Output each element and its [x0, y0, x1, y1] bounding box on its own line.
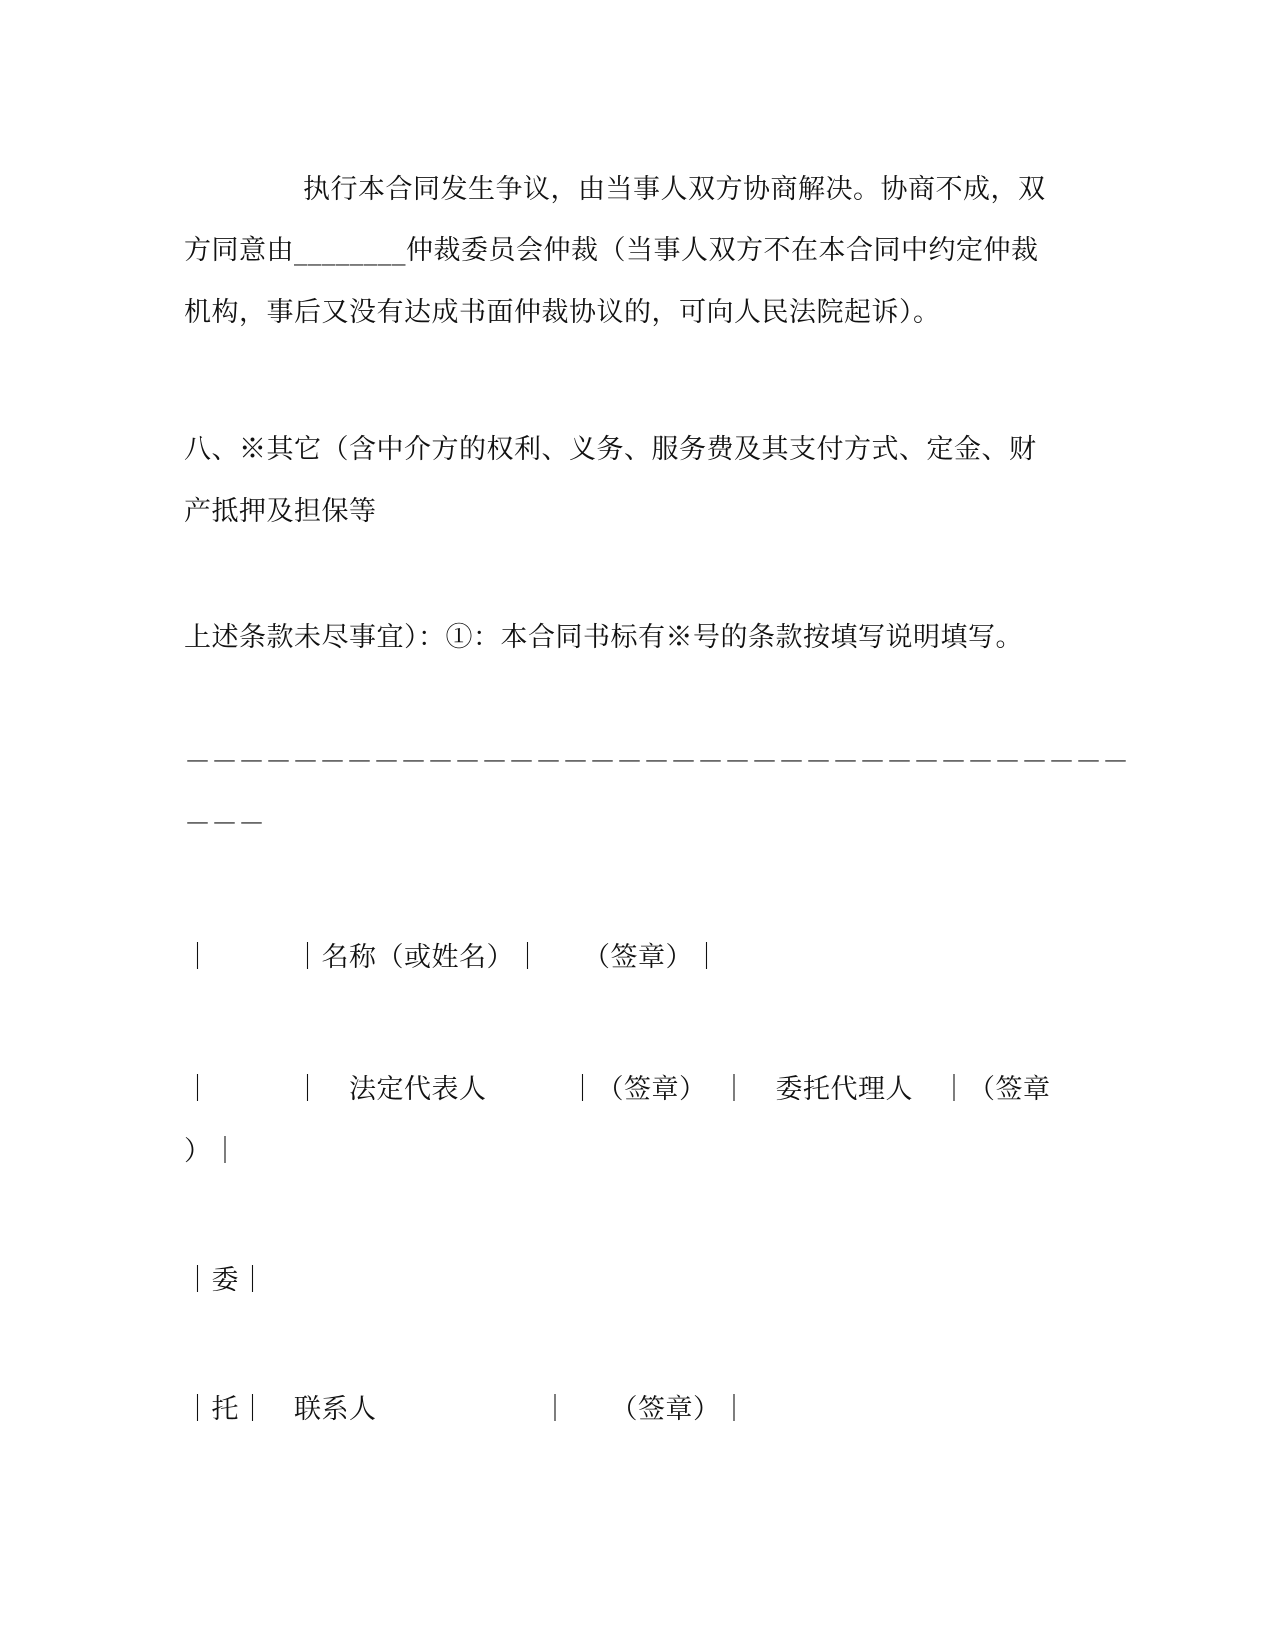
signature-row-contact: ｜托｜ 联系人 ｜ （签章）｜	[184, 1394, 748, 1425]
signature-row-name: ｜ ｜名称（或姓名）｜ （签章）｜	[184, 942, 721, 973]
dispute-paragraph-line-2: 方同意由________仲裁委员会仲裁（当事人双方不在本合同中约定仲裁	[184, 235, 1039, 266]
dispute-paragraph-line-1: 执行本合同发生争议，由当事人双方协商解决。协商不成，双	[303, 174, 1046, 205]
other-clause-line-2: 产抵押及担保等	[184, 496, 377, 527]
signature-row-legal-representative-continued: ）｜	[184, 1136, 239, 1167]
other-clause-line-3: 上述条款未尽事宜）：①：本合同书标有※号的条款按填写说明填写。	[184, 622, 1023, 653]
signature-row-wei: ｜委｜	[184, 1265, 267, 1296]
other-clause-line-1: 八、※其它（含中介方的权利、义务、服务费及其支付方式、定金、财	[184, 434, 1037, 465]
signature-row-legal-representative: ｜ ｜ 法定代表人 ｜（签章） ｜ 委托代理人 ｜（签章	[184, 1074, 1051, 1105]
separator-line-2: －－－	[184, 809, 265, 840]
dispute-paragraph-line-3: 机构，事后又没有达成书面仲裁协议的，可向人民法院起诉）。	[184, 297, 941, 328]
separator-line-1: －－－－－－－－－－－－－－－－－－－－－－－－－－－－－－－－－－－	[184, 747, 1129, 778]
